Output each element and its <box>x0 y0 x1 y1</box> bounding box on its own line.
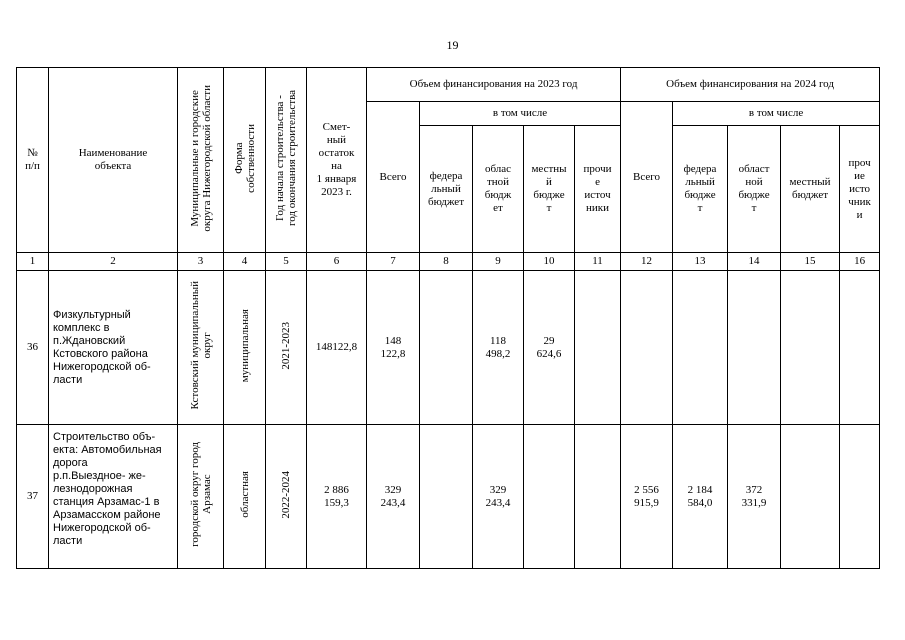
page-number: 19 <box>446 38 459 52</box>
fed-2023-cell <box>420 271 473 425</box>
column-number: 14 <box>728 253 781 271</box>
column-number: 3 <box>178 253 224 271</box>
object-name: Строительство объ- екта: Автомобильная дорога р.п.Выездное- же- лезнодорожная станция Арзамас-1 в Арзамасском районе Нижегородской об- ласти <box>49 425 178 569</box>
balance-cell: 148122,8 <box>307 271 367 425</box>
column-number: 13 <box>673 253 728 271</box>
column-number: 9 <box>473 253 524 271</box>
header-incl-2023: в том числе <box>420 102 621 126</box>
column-number: 7 <box>367 253 420 271</box>
loc-2023-cell <box>524 425 575 569</box>
column-number: 4 <box>224 253 266 271</box>
fed-2024-cell <box>673 271 728 425</box>
header-group-2024: Объем финансирования на 2024 год <box>621 68 880 102</box>
header-reg-2024: област ной бюдже т <box>728 126 781 253</box>
header-loc-2024: местный бюджет <box>781 126 840 253</box>
fed-2023-cell <box>420 425 473 569</box>
total-2023-cell: 148 122,8 <box>367 271 420 425</box>
header-balance: Смет- ный остаток на 1 января 2023 г. <box>307 68 367 253</box>
total-2024-cell <box>621 271 673 425</box>
loc-2023-cell: 29 624,6 <box>524 271 575 425</box>
years-cell: 2021-2023 <box>266 271 307 425</box>
header-incl-2024: в том числе <box>673 102 880 126</box>
district-cell: городской округ город Арзамас <box>178 425 224 569</box>
table-row <box>17 425 880 569</box>
column-number: 12 <box>621 253 673 271</box>
column-number: 15 <box>781 253 840 271</box>
reg-2024-cell: 372 331,9 <box>728 425 781 569</box>
total-2023-cell: 329 243,4 <box>367 425 420 569</box>
column-number: 16 <box>840 253 880 271</box>
header-name: Наименование объекта <box>49 68 178 253</box>
balance-cell: 2 886 159,3 <box>307 425 367 569</box>
header-oth-2024: проч ие исто чник и <box>840 126 880 253</box>
oth-2024-cell <box>840 271 880 425</box>
financing-table <box>16 67 880 569</box>
column-number: 2 <box>49 253 178 271</box>
table-row <box>17 271 880 425</box>
header-group-2023: Объем финансирования на 2023 год <box>367 68 621 102</box>
ownership-cell: муниципальная <box>224 271 266 425</box>
years-cell: 2022-2024 <box>266 425 307 569</box>
header-no: № п/п <box>17 68 49 253</box>
loc-2024-cell <box>781 425 840 569</box>
oth-2023-cell <box>575 271 621 425</box>
header-fed-2023: федера льный бюджет <box>420 126 473 253</box>
total-2024-cell: 2 556 915,9 <box>621 425 673 569</box>
header-years: Год начала строительства - год окончания строительства <box>266 68 307 253</box>
header-fed-2024: федера льный бюдже т <box>673 126 728 253</box>
column-number: 1 <box>17 253 49 271</box>
reg-2024-cell <box>728 271 781 425</box>
oth-2024-cell <box>840 425 880 569</box>
reg-2023-cell: 118 498,2 <box>473 271 524 425</box>
loc-2024-cell <box>781 271 840 425</box>
column-number: 6 <box>307 253 367 271</box>
row-no: 36 <box>17 271 49 425</box>
column-number: 11 <box>575 253 621 271</box>
ownership-cell: областная <box>224 425 266 569</box>
header-total-2024: Всего <box>621 102 673 253</box>
reg-2023-cell: 329 243,4 <box>473 425 524 569</box>
header-district: Муниципальные и городские округа Нижегородской области <box>178 68 224 253</box>
fed-2024-cell: 2 184 584,0 <box>673 425 728 569</box>
column-number: 10 <box>524 253 575 271</box>
column-number: 5 <box>266 253 307 271</box>
column-number: 8 <box>420 253 473 271</box>
row-no: 37 <box>17 425 49 569</box>
oth-2023-cell <box>575 425 621 569</box>
object-name: Физкультурный комплекс в п.Ждановский Кстовского района Нижегородской об- ласти <box>49 271 178 425</box>
district-cell: Кстовский муниципальный округ <box>178 271 224 425</box>
header-total-2023: Всего <box>367 102 420 253</box>
header-oth-2023: прочи е источ ники <box>575 126 621 253</box>
header-loc-2023: местны й бюдже т <box>524 126 575 253</box>
header-reg-2023: облас тной бюдж ет <box>473 126 524 253</box>
header-ownership: Форма собственности <box>224 68 266 253</box>
